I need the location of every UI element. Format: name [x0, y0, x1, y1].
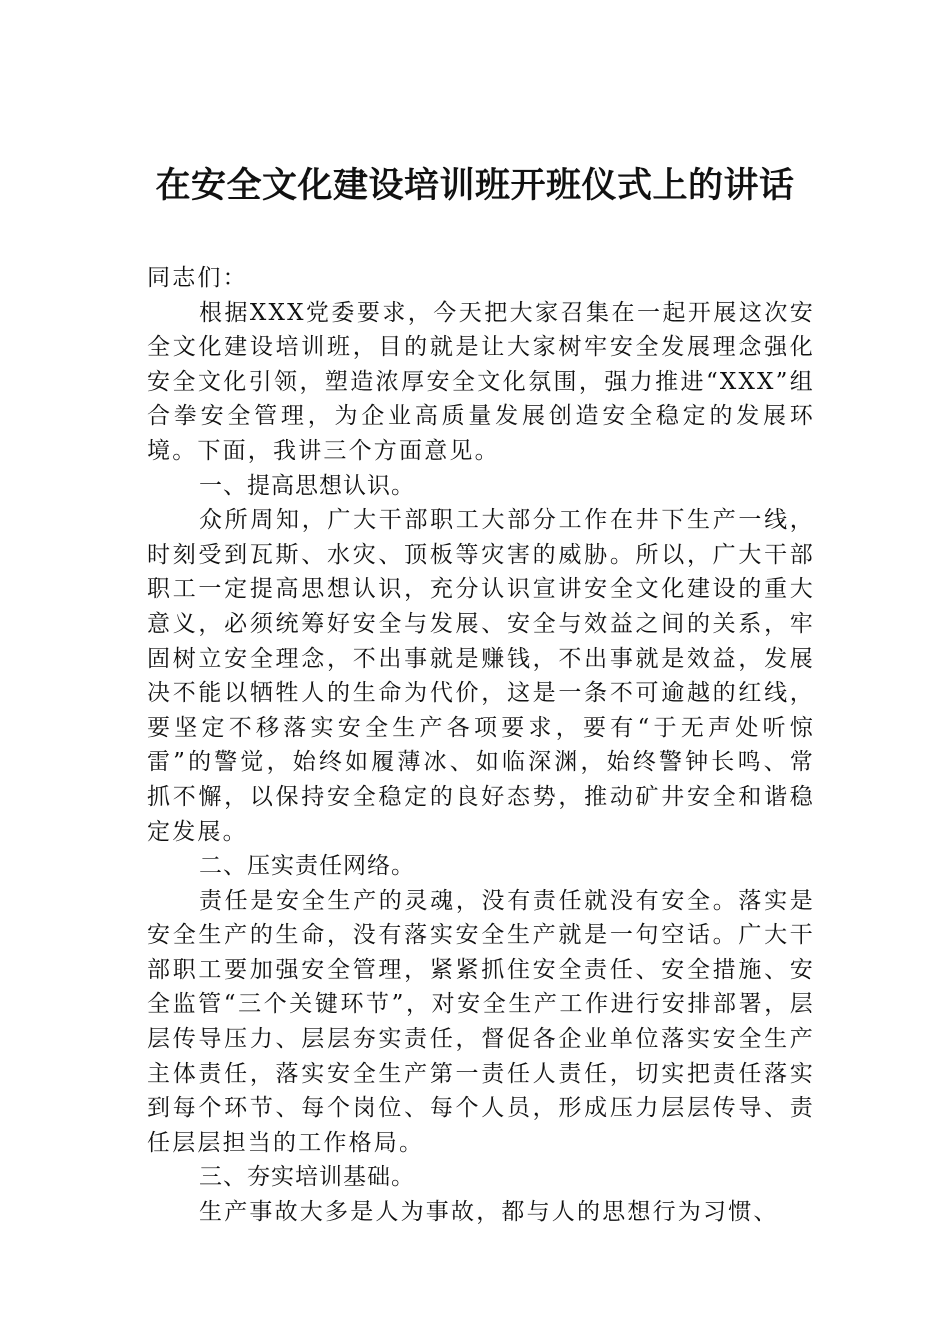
intro-paragraph: 根据XXX党委要求，今天把大家召集在一起开展这次安全文化建设培训班，目的就是让大家树牢安全发展理念强化安全文化引领，塑造浓厚安全文化氛围，强力推进“XXX”组合拳安全管理，为企业高质量发展创造安全稳定的发展环境。下面，我讲三个方面意见。: [147, 299, 815, 464]
section-heading-3: 三、夯实培训基础。: [199, 1164, 415, 1191]
section-heading-1: 一、提高思想认识。: [199, 472, 415, 499]
section-heading-2: 二、压实责任网络。: [199, 853, 415, 880]
document-body: [147, 261, 815, 1230]
section-paragraph-2: 责任是安全生产的灵魂，没有责任就没有安全。落实是安全生产的生命，没有落实安全生产就是一句空话。广大干部职工要加强安全管理，紧紧抓住安全责任、安全措施、安全监管“三个关键环节”，对安全生产工作进行安排部署，层层传导压力、层层夯实责任，督促各企业单位落实安全生产主体责任，落实安全生产第一责任人责任，切实把责任落实到每个环节、每个岗位、每个人员，形成压力层层传导、责任层层担当的工作格局。: [147, 887, 815, 1156]
salutation: 同志们：: [147, 265, 248, 291]
document-title: 在安全文化建设培训班开班仪式上的讲话: [155, 165, 795, 206]
section-paragraph-1: 众所周知，广大干部职工大部分工作在井下生产一线，时刻受到瓦斯、水灾、顶板等灾害的威胁。所以，广大干部职工一定提高思想认识，充分认识宣讲安全文化建设的重大意义，必须统筹好安全与发展、安全与效益之间的关系，牢固树立安全理念，不出事就是赚钱，不出事就是效益，发展决不能以牺牲人的生命为代价，这是一条不可逾越的红线，要坚定不移落实安全生产各项要求，要有“于无声处听惊雷”的警觉，始终如履薄冰、如临深渊，始终警钟长鸣、常抓不懈，以保持安全稳定的良好态势，推动矿井安全和谐稳定发展。: [147, 507, 815, 845]
section-paragraph-3: 生产事故大多是人为事故，都与人的思想行为习惯、: [199, 1199, 779, 1226]
